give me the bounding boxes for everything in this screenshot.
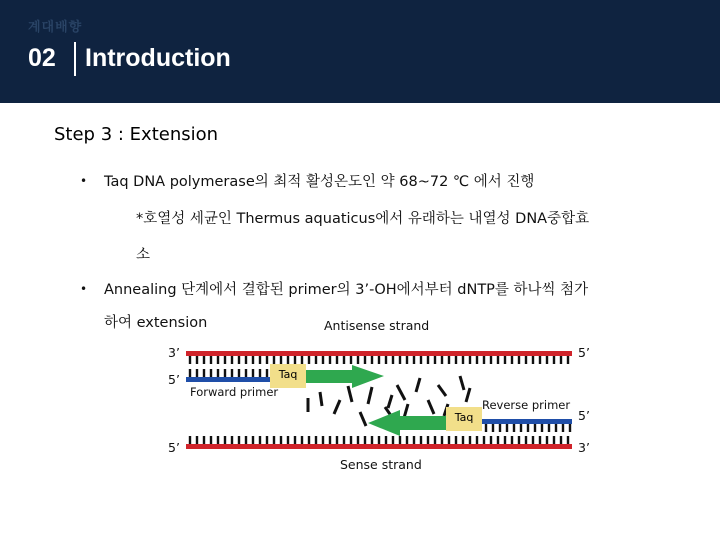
- bullet-1-line-2: *호열성 세균인 Thermus aquaticus에서 유래하는 내열성 DNA중합효: [136, 211, 590, 227]
- bullet-dot: •: [80, 174, 88, 188]
- antisense-strand-bases: [190, 356, 568, 364]
- right-top-end-label: 5’: [578, 345, 590, 360]
- bullet-1-line-3: 소: [136, 247, 151, 263]
- page-title: Introduction: [85, 44, 231, 72]
- reverse-primer-bases: [486, 424, 570, 432]
- left-top-end-label: 3’: [168, 345, 180, 360]
- antisense-strand-backbone: [186, 351, 572, 356]
- bullet-dot: •: [80, 282, 88, 296]
- left-bottom-end-label: 5’: [168, 440, 180, 455]
- sense-strand-label: Sense strand: [340, 457, 422, 472]
- left-mid-end-label: 5’: [168, 372, 180, 387]
- antisense-strand-label: Antisense strand: [324, 318, 430, 333]
- bullet-1-line-1: Taq DNA polymerase의 최적 활성온도인 약 68~72 ℃ 에서 진행: [104, 174, 535, 190]
- brand-logo: 계대배향: [28, 20, 83, 35]
- right-bottom-end-label: 3’: [578, 440, 590, 455]
- bullet-2-line-1: Annealing 단계에서 결합된 primer의 3’-OH에서부터 dNTP를 하나씩 첨가: [104, 282, 589, 298]
- reverse-primer-label: Reverse primer: [482, 398, 571, 412]
- forward-primer-bases: [190, 369, 267, 377]
- sense-strand-backbone: [186, 444, 572, 449]
- sense-strand-bases: [190, 436, 568, 444]
- bullet-2-line-2: 하여 extension: [104, 315, 208, 331]
- step-heading: Step 3 : Extension: [54, 124, 219, 145]
- reverse-primer: [482, 419, 572, 424]
- forward-primer: [186, 377, 270, 382]
- taq-polymerase-reverse: Taq: [446, 407, 482, 431]
- section-number: 02: [28, 44, 56, 72]
- right-mid-end-label: 5’: [578, 408, 590, 423]
- taq-polymerase-forward: Taq: [270, 364, 306, 388]
- forward-primer-label: Forward primer: [190, 385, 279, 399]
